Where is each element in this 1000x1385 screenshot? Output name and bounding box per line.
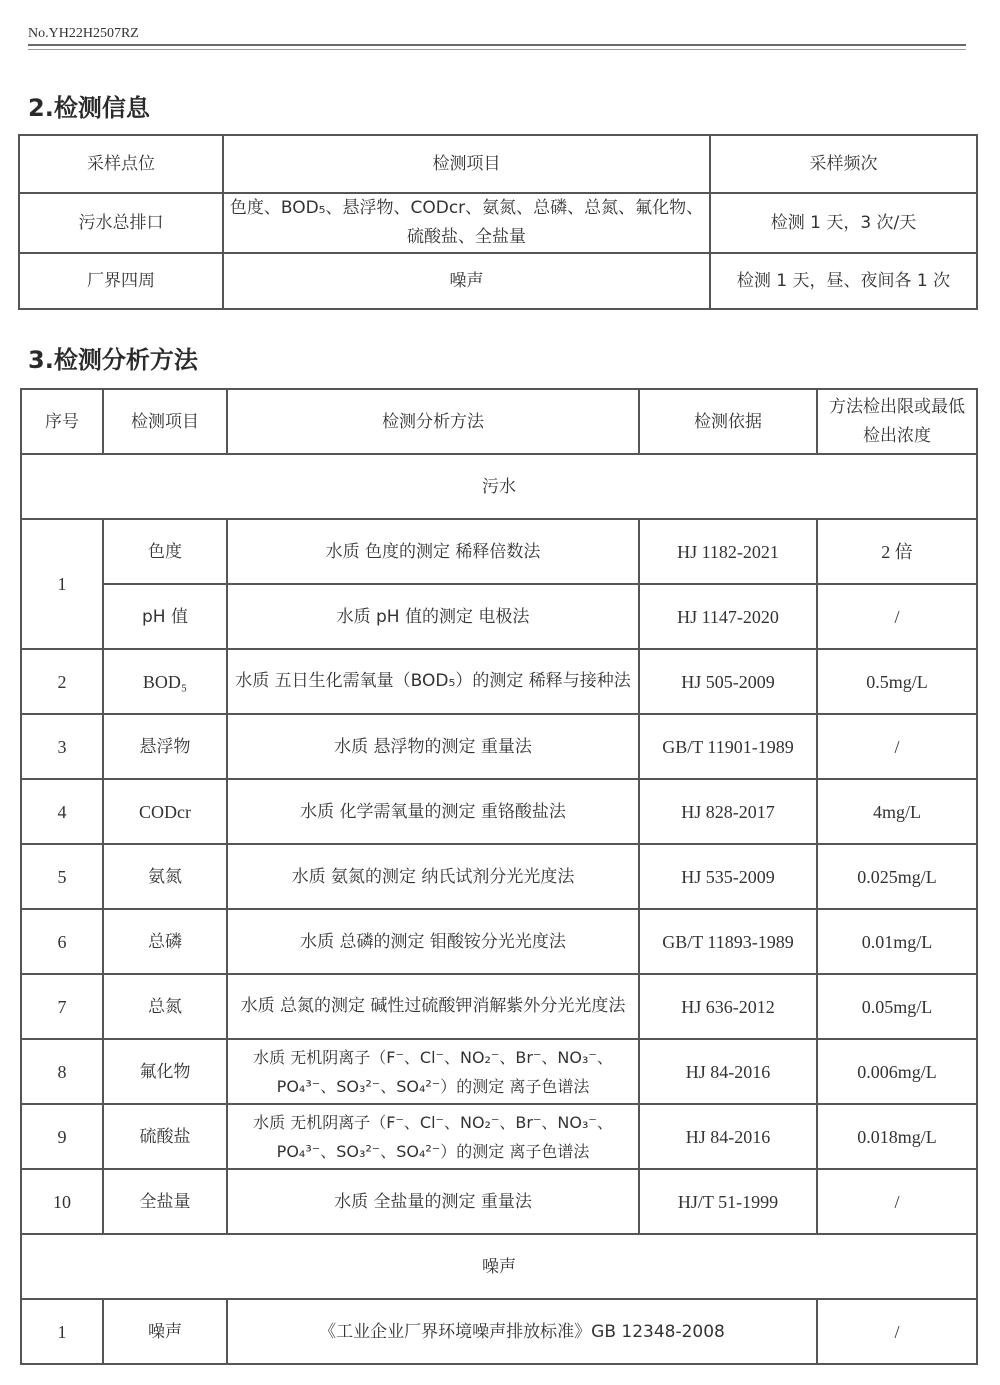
method-cell: 《工业企业厂界环境噪声排放标准》GB 12348-2008 <box>227 1299 817 1364</box>
method-cell: 水质 总氮的测定 碱性过硫酸钾消解紫外分光光度法 <box>227 974 639 1039</box>
test-items-cell: 噪声 <box>223 253 710 309</box>
item-cell: CODcr <box>103 779 227 844</box>
table-row <box>21 584 977 649</box>
table-row <box>21 714 977 779</box>
header-sampling-point: 采样点位 <box>19 135 223 193</box>
method-cell: 水质 色度的测定 稀释倍数法 <box>227 519 639 584</box>
group-label: 污水 <box>21 454 977 519</box>
header-sampling-frequency: 采样频次 <box>710 135 977 193</box>
serial-no-cell: 5 <box>21 844 103 909</box>
header-analysis-method: 检测分析方法 <box>227 389 639 454</box>
serial-no-cell: 8 <box>21 1039 103 1104</box>
table-row <box>21 649 977 714</box>
test-items-cell: 色度、BOD₅、悬浮物、CODcr、氨氮、总磷、总氮、氟化物、硫酸盐、全盐量 <box>223 193 710 253</box>
detection-info-table <box>18 134 978 310</box>
limit-cell: 2 倍 <box>817 519 977 584</box>
item-cell: BOD₅ <box>103 649 227 714</box>
header-serial-no: 序号 <box>21 389 103 454</box>
basis-cell: HJ 505-2009 <box>639 649 817 714</box>
analysis-method-table <box>20 388 978 1365</box>
basis-cell: HJ/T 51-1999 <box>639 1169 817 1234</box>
basis-cell: HJ 84-2016 <box>639 1104 817 1169</box>
serial-no-cell: 7 <box>21 974 103 1039</box>
limit-cell: 0.5mg/L <box>817 649 977 714</box>
item-cell: 全盐量 <box>103 1169 227 1234</box>
limit-cell: 0.01mg/L <box>817 909 977 974</box>
table-row <box>21 779 977 844</box>
table-row <box>21 1039 977 1104</box>
table-row <box>19 253 977 309</box>
method-cell: 水质 五日生化需氧量（BOD₅）的测定 稀释与接种法 <box>227 649 639 714</box>
table-row <box>21 1169 977 1234</box>
item-cell: 噪声 <box>103 1299 227 1364</box>
sampling-point-cell: 厂界四周 <box>19 253 223 309</box>
table-header-row <box>19 135 977 193</box>
report-number: No.YH22H2507RZ <box>28 26 139 41</box>
table-row <box>21 519 977 584</box>
item-cell: 硫酸盐 <box>103 1104 227 1169</box>
serial-no-cell: 4 <box>21 779 103 844</box>
serial-no-cell: 6 <box>21 909 103 974</box>
basis-cell: HJ 636-2012 <box>639 974 817 1039</box>
item-cell: 氨氮 <box>103 844 227 909</box>
frequency-cell: 检测 1 天，3 次/天 <box>710 193 977 253</box>
method-cell: 水质 化学需氧量的测定 重铬酸盐法 <box>227 779 639 844</box>
limit-cell: / <box>817 1299 977 1364</box>
serial-no-cell: 10 <box>21 1169 103 1234</box>
basis-cell: GB/T 11901-1989 <box>639 714 817 779</box>
table-row <box>21 1299 977 1364</box>
item-cell: 氟化物 <box>103 1039 227 1104</box>
method-cell: 水质 总磷的测定 钼酸铵分光光度法 <box>227 909 639 974</box>
serial-no-cell: 3 <box>21 714 103 779</box>
basis-cell: HJ 84-2016 <box>639 1039 817 1104</box>
table-row <box>21 1104 977 1169</box>
basis-cell: HJ 828-2017 <box>639 779 817 844</box>
header-rule <box>28 44 966 50</box>
limit-cell: 0.006mg/L <box>817 1039 977 1104</box>
limit-cell: 0.018mg/L <box>817 1104 977 1169</box>
limit-cell: / <box>817 1169 977 1234</box>
item-cell: 色度 <box>103 519 227 584</box>
group-row-noise <box>21 1234 977 1299</box>
header-basis: 检测依据 <box>639 389 817 454</box>
serial-no-cell: 1 <box>21 519 103 649</box>
frequency-cell: 检测 1 天，昼、夜间各 1 次 <box>710 253 977 309</box>
basis-cell: HJ 535-2009 <box>639 844 817 909</box>
table-row <box>21 844 977 909</box>
group-label: 噪声 <box>21 1234 977 1299</box>
method-cell: 水质 无机阴离子（F⁻、Cl⁻、NO₂⁻、Br⁻、NO₃⁻、PO₄³⁻、SO₃²⁻、SO₄²⁻）的测定 离子色谱法 <box>227 1039 639 1104</box>
item-cell: 总氮 <box>103 974 227 1039</box>
table-row <box>21 909 977 974</box>
limit-cell: / <box>817 714 977 779</box>
table-row <box>21 974 977 1039</box>
serial-no-cell: 9 <box>21 1104 103 1169</box>
basis-cell: HJ 1182-2021 <box>639 519 817 584</box>
section-2-title: 2.检测信息 <box>28 94 150 122</box>
item-cell: 悬浮物 <box>103 714 227 779</box>
header-test-items: 检测项目 <box>223 135 710 193</box>
sampling-point-cell: 污水总排口 <box>19 193 223 253</box>
table-header-row <box>21 389 977 454</box>
header-detection-limit: 方法检出限或最低检出浓度 <box>817 389 977 454</box>
limit-cell: 0.025mg/L <box>817 844 977 909</box>
serial-no-cell: 2 <box>21 649 103 714</box>
item-cell: pH 值 <box>103 584 227 649</box>
item-cell: 总磷 <box>103 909 227 974</box>
limit-cell: / <box>817 584 977 649</box>
method-cell: 水质 pH 值的测定 电极法 <box>227 584 639 649</box>
group-row-wastewater <box>21 454 977 519</box>
basis-cell: HJ 1147-2020 <box>639 584 817 649</box>
method-cell: 水质 无机阴离子（F⁻、Cl⁻、NO₂⁻、Br⁻、NO₃⁻、PO₄³⁻、SO₃²⁻、SO₄²⁻）的测定 离子色谱法 <box>227 1104 639 1169</box>
method-cell: 水质 氨氮的测定 纳氏试剂分光光度法 <box>227 844 639 909</box>
header-test-item: 检测项目 <box>103 389 227 454</box>
table-row <box>19 193 977 253</box>
basis-cell: GB/T 11893-1989 <box>639 909 817 974</box>
section-3-title: 3.检测分析方法 <box>28 346 198 374</box>
limit-cell: 4mg/L <box>817 779 977 844</box>
method-cell: 水质 全盐量的测定 重量法 <box>227 1169 639 1234</box>
limit-cell: 0.05mg/L <box>817 974 977 1039</box>
method-cell: 水质 悬浮物的测定 重量法 <box>227 714 639 779</box>
serial-no-cell: 1 <box>21 1299 103 1364</box>
